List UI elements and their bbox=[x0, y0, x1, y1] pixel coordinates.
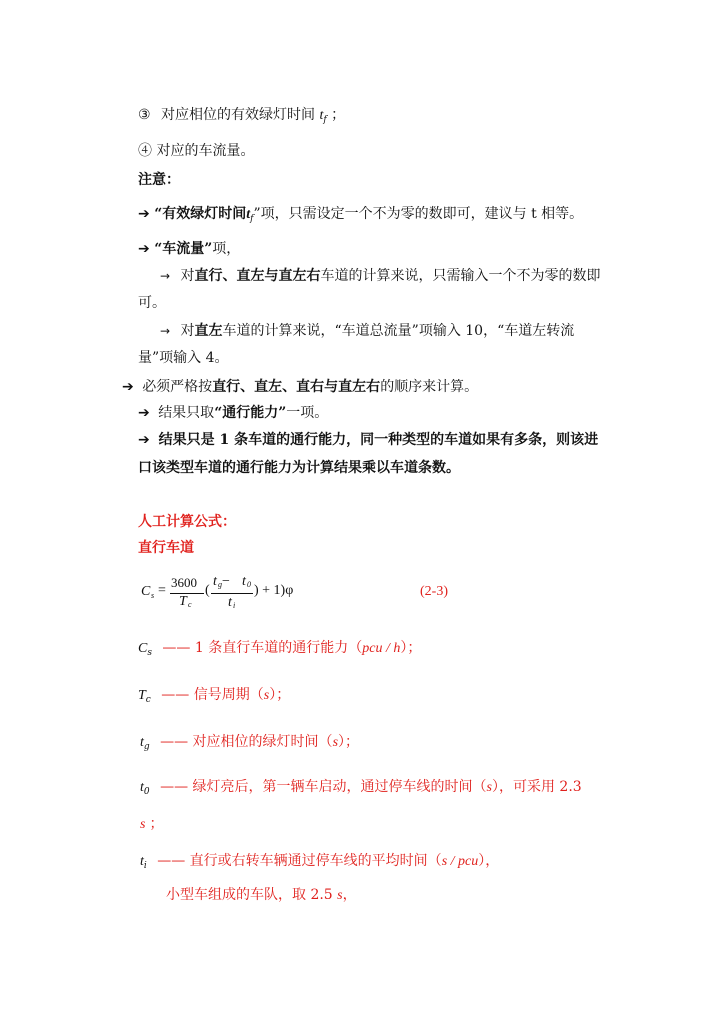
list-item-3 bbox=[138, 106, 345, 129]
def-unit: s / pcu bbox=[441, 854, 479, 869]
formula-num2a-sub: g bbox=[218, 580, 222, 589]
item-text: 对应相位的有效绿灯时间 bbox=[161, 107, 316, 123]
arrow-right-icon: → bbox=[160, 324, 171, 338]
var-cs: C bbox=[138, 641, 148, 656]
def-t0 bbox=[140, 778, 582, 801]
formula-number: (2-3) bbox=[420, 584, 448, 599]
var-sub: 0 bbox=[143, 787, 150, 797]
var-tc: T bbox=[138, 688, 146, 703]
def-end: ； bbox=[149, 816, 164, 832]
def-end: ）； bbox=[269, 687, 291, 703]
formula-eq: = bbox=[158, 583, 166, 598]
manual-formula-heading: 人工计算公式： bbox=[138, 514, 236, 530]
note-bold: 直行、直左与直左右 bbox=[194, 268, 321, 284]
note-item-2 bbox=[138, 240, 240, 258]
arrow-right-icon: ➔ bbox=[138, 206, 150, 222]
var-sub: f bbox=[250, 214, 254, 224]
def-unit: s bbox=[140, 817, 146, 832]
note-bold: 直左 bbox=[194, 323, 223, 339]
def-ti bbox=[140, 852, 499, 875]
def-unit: s bbox=[263, 688, 270, 703]
note-text: 结果只取 bbox=[158, 405, 215, 421]
note-text: 对 bbox=[180, 323, 195, 339]
formula-open-paren: ( bbox=[205, 583, 210, 598]
note-subitem-2b-cont: 量”项输入 4。 bbox=[138, 350, 229, 366]
def-end: ）； bbox=[400, 640, 422, 656]
note-subitem-2b bbox=[160, 322, 574, 340]
def-tg bbox=[140, 733, 359, 756]
def-unit: s bbox=[486, 780, 492, 795]
def-text: —— 对应相位的绿灯时间（ bbox=[160, 734, 333, 750]
arrow-right-icon: ➔ bbox=[138, 405, 150, 421]
def-end: ），可采用 2.3 bbox=[491, 779, 582, 795]
note-bold: 直行、直左、直右与直左右 bbox=[212, 379, 381, 395]
def-unit: pcu / h bbox=[362, 641, 401, 656]
arrow-right-icon: ➔ bbox=[138, 241, 150, 257]
note-subitem-2a bbox=[160, 267, 601, 285]
var-t: t bbox=[319, 108, 324, 123]
note-item-1 bbox=[138, 205, 583, 228]
arrow-right-icon: ➔ bbox=[138, 432, 150, 448]
note-bold: “有效绿灯时间 bbox=[154, 206, 247, 222]
note-bold: “通行能力” bbox=[214, 405, 287, 421]
note-text: 对 bbox=[180, 268, 195, 284]
def-unit: s bbox=[332, 735, 339, 750]
formula-den2: t bbox=[228, 595, 232, 610]
fraction-bar-2 bbox=[211, 593, 253, 594]
item-end: ； bbox=[331, 107, 346, 123]
formula-den1-sub: c bbox=[188, 600, 192, 609]
circled-number: ③ bbox=[138, 107, 151, 123]
formula-num2a: t bbox=[213, 574, 217, 589]
note-text: 车道的计算来说，只需输入一个不为零的数即 bbox=[320, 268, 601, 284]
note-text: 必须严格按 bbox=[142, 379, 213, 395]
def-end: ， bbox=[342, 887, 357, 903]
var-sub: s bbox=[147, 648, 152, 658]
formula-num1: 3600 bbox=[171, 575, 197, 590]
var-sub: g bbox=[143, 742, 150, 752]
formula-lhs-sub: s bbox=[151, 591, 155, 600]
var-sub: f bbox=[323, 115, 327, 125]
formula-den1: T bbox=[179, 594, 187, 609]
var-sub: c bbox=[145, 695, 151, 705]
formula-minus: − bbox=[222, 574, 230, 589]
note-bold: “车流量” bbox=[154, 241, 213, 257]
def-text: —— 1 条直行车道的通行能力（ bbox=[162, 640, 363, 656]
arrow-right-icon: → bbox=[160, 269, 171, 283]
def-t0-cont bbox=[140, 815, 163, 834]
def-unit: s bbox=[337, 888, 343, 903]
formula-tail: ) + 1)φ bbox=[254, 583, 294, 598]
note-subitem-2a-cont: 可。 bbox=[138, 295, 166, 311]
note-item-5 bbox=[138, 431, 598, 449]
formula-num2b-sub: 0 bbox=[247, 580, 251, 589]
def-end: ）， bbox=[478, 853, 500, 869]
def-text: 小型车组成的车队，取 2.5 bbox=[166, 887, 338, 903]
def-tc bbox=[138, 686, 290, 709]
note-item-3 bbox=[122, 378, 478, 396]
note-text: 一项。 bbox=[286, 405, 329, 421]
formula-lhs: C bbox=[141, 584, 151, 599]
var-tg: t bbox=[140, 735, 144, 750]
formula-num2b: t bbox=[242, 574, 246, 589]
note-text: 车道的计算来说，“车道总流量”项输入 10，“车道左转流 bbox=[222, 323, 575, 339]
def-text: —— 绿灯亮后，第一辆车启动，通过停车线的时间（ bbox=[160, 779, 487, 795]
def-ti-small-car bbox=[166, 886, 357, 905]
def-end: ）； bbox=[338, 734, 360, 750]
def-cs bbox=[138, 639, 421, 662]
var-ti: t bbox=[140, 854, 144, 869]
arrow-right-icon: ➔ bbox=[122, 379, 134, 395]
note-item-5-cont: 口该类型车道的通行能力为计算结果乘以车道条数。 bbox=[138, 460, 460, 476]
note-item-4 bbox=[138, 404, 328, 422]
note-text: ”项，只需设定一个不为零的数即可，建议与 t 相等。 bbox=[253, 206, 584, 222]
def-text: —— 直行或右转车辆通过停车线的平均时间（ bbox=[157, 853, 442, 869]
var-sub: i bbox=[143, 861, 147, 871]
formula-den2-sub: i bbox=[233, 601, 236, 610]
list-item-4: ④ 对应的车流量。 bbox=[138, 143, 255, 159]
def-text: —— 信号周期（ bbox=[161, 687, 264, 703]
note-text: 的顺序来计算。 bbox=[380, 379, 479, 395]
var-t: t bbox=[246, 207, 251, 222]
fraction-bar-1 bbox=[170, 593, 204, 594]
note-heading: 注意： bbox=[138, 172, 180, 188]
var-t0: t bbox=[140, 780, 144, 795]
note-text: 项， bbox=[212, 241, 241, 257]
note-text: 结果只是 1 条车道的通行能力，同一种类型的车道如果有多条，则该进 bbox=[158, 432, 599, 448]
straight-lane-heading: 直行车道 bbox=[138, 540, 194, 556]
